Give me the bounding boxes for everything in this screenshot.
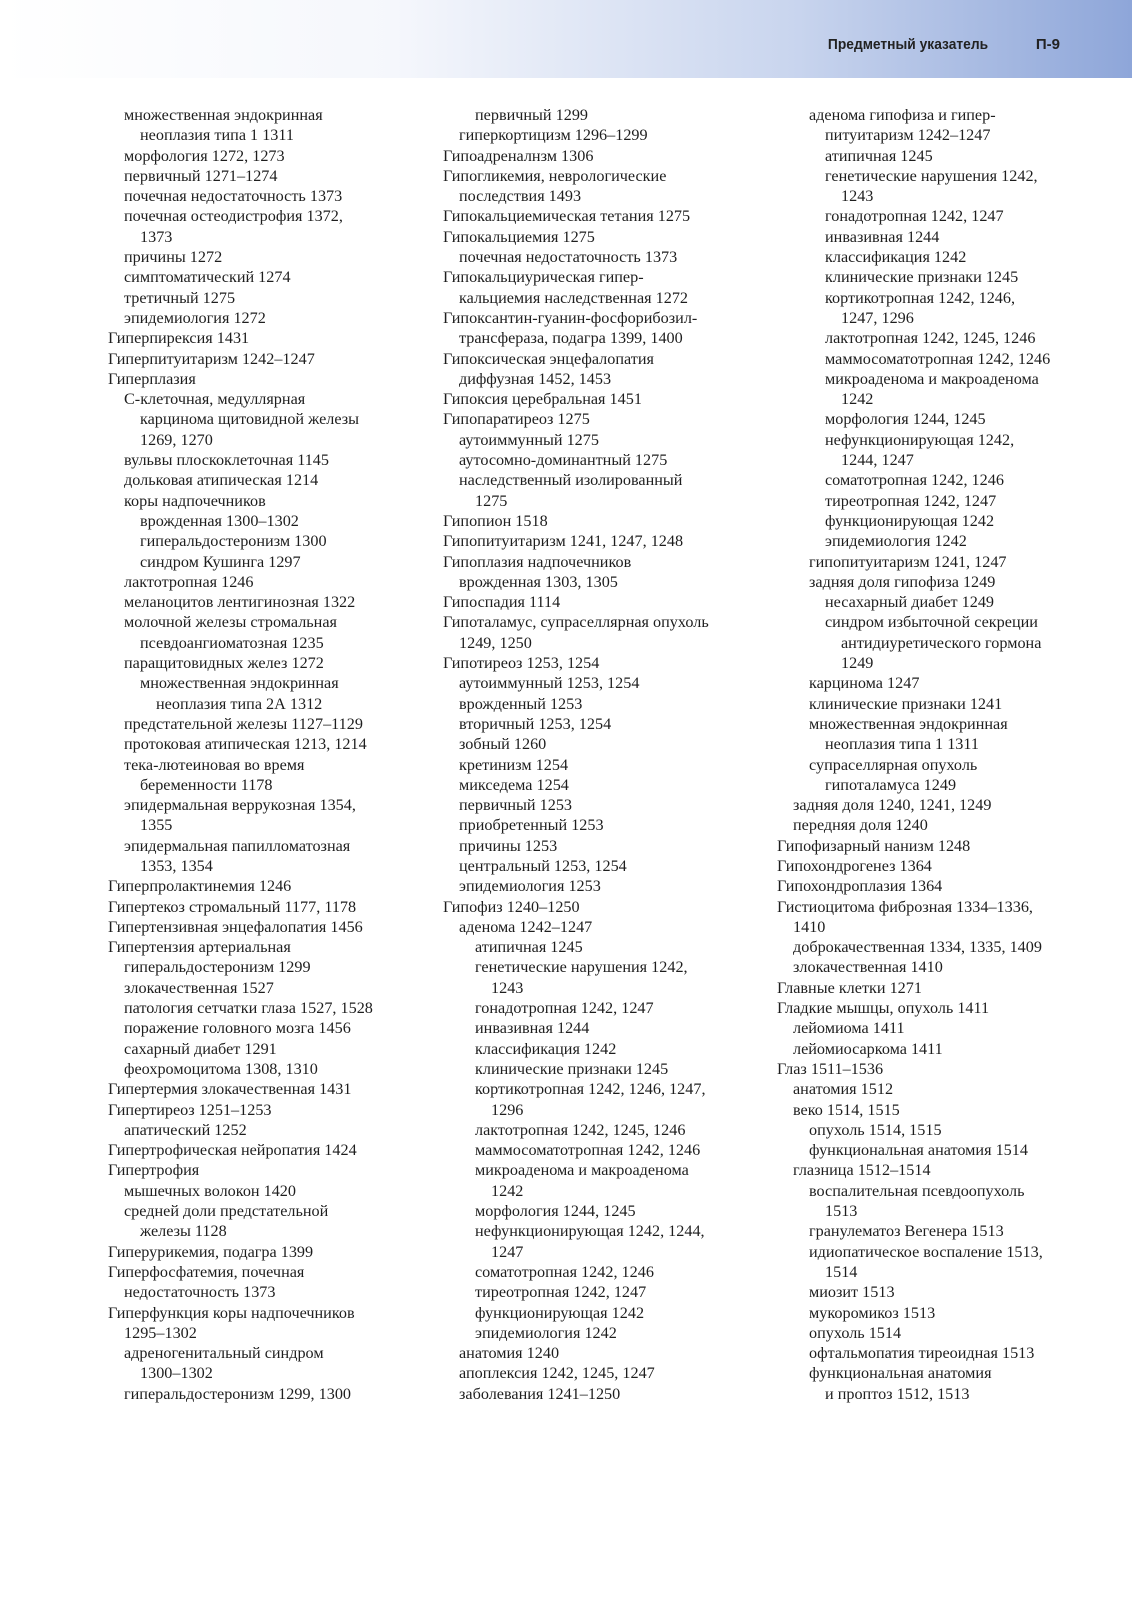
index-subentry: первичный 1299 bbox=[475, 106, 589, 124]
index-subentry: приобретенный 1253 bbox=[459, 816, 604, 835]
index-entry: Гипокальциемическая тетания 1275 bbox=[443, 207, 691, 226]
index-subentry: задняя доля 1240, 1241, 1249 bbox=[793, 796, 992, 815]
index-subentry: множественная эндокринная bbox=[124, 106, 323, 124]
index-entry: Гипохондроплазия 1364 bbox=[777, 877, 943, 896]
index-subentry: врожденная 1303, 1305 bbox=[459, 572, 618, 591]
index-subentry: эпидемиология 1242 bbox=[825, 532, 967, 551]
index-subentry: последствия 1493 bbox=[459, 187, 582, 206]
index-entry: Гипертрофическая нейропатия 1424 bbox=[108, 1141, 357, 1160]
index-entry: Главные клетки 1271 bbox=[777, 978, 922, 997]
index-subentry: паращитовидных желез 1272 bbox=[124, 654, 324, 673]
index-subentry: наследственный изолированный bbox=[459, 471, 683, 490]
index-subentry: кретинизм 1254 bbox=[459, 755, 569, 774]
index-subentry: супраселлярная опухоль bbox=[809, 755, 978, 774]
index-subentry: 1249, 1250 bbox=[459, 633, 532, 652]
index-subentry: воспалительная псевдоопухоль bbox=[809, 1181, 1025, 1200]
index-subentry: генетические нарушения 1242, bbox=[475, 958, 688, 977]
index-subentry: лактотропная 1242, 1245, 1246 bbox=[825, 329, 1036, 348]
index-subentry: тека-лютеиновая во время bbox=[124, 755, 305, 774]
index-entry: Гипоксическая энцефалопатия bbox=[443, 349, 654, 368]
index-entry: Гипертиреоз 1251–1253 bbox=[108, 1100, 272, 1119]
index-subentry: гранулематоз Вегенера 1513 bbox=[809, 1222, 1004, 1241]
index-subentry: вторичный 1253, 1254 bbox=[459, 714, 612, 733]
index-subentry: карцинома 1247 bbox=[809, 674, 920, 693]
index-entry: Гладкие мышцы, опухоль 1411 bbox=[777, 999, 990, 1018]
index-subentry: злокачественная 1410 bbox=[793, 958, 943, 977]
index-entry: Гипофиз 1240–1250 bbox=[443, 897, 580, 916]
index-subentry: молочной железы стромальная bbox=[124, 613, 337, 632]
index-subentry: 1295–1302 bbox=[124, 1323, 197, 1342]
index-subentry: почечная недостаточность 1373 bbox=[459, 248, 678, 267]
index-subentry: 1296 bbox=[491, 1100, 524, 1119]
index-subentry: морфология 1272, 1273 bbox=[124, 146, 285, 165]
index-subentry: вульвы плоскоклеточная 1145 bbox=[124, 451, 329, 470]
index-subentry: микроаденома и макроаденома bbox=[825, 369, 1039, 388]
index-subentry: маммосоматотропная 1242, 1246 bbox=[825, 349, 1051, 368]
index-subentry: 1353, 1354 bbox=[140, 856, 213, 875]
index-entry: Гистиоцитома фиброзная 1334–1336, bbox=[777, 897, 1033, 916]
index-subentry: микроаденома и макроаденома bbox=[475, 1161, 689, 1180]
index-subentry: аутосомно-доминантный 1275 bbox=[459, 451, 668, 470]
index-subentry: апатический 1252 bbox=[124, 1120, 247, 1139]
index-subentry: морфология 1244, 1245 bbox=[825, 410, 986, 429]
index-subentry: эпидемиология 1242 bbox=[475, 1323, 617, 1342]
index-subentry: гипоталамуса 1249 bbox=[825, 775, 957, 794]
index-subentry: 1300–1302 bbox=[140, 1364, 213, 1383]
index-subentry: кальциемия наследственная 1272 bbox=[459, 288, 689, 307]
index-subentry: третичный 1275 bbox=[124, 288, 236, 307]
index-subentry: функциональная анатомия bbox=[809, 1364, 992, 1383]
index-subentry: 1355 bbox=[140, 816, 173, 835]
index-subentry: адреногенитальный синдром bbox=[124, 1344, 324, 1363]
index-subentry: множественная эндокринная bbox=[140, 674, 339, 693]
index-subentry: веко 1514, 1515 bbox=[793, 1100, 900, 1119]
index-entry: Гипопитуитаризм 1241, 1247, 1248 bbox=[443, 532, 684, 551]
index-subentry: эпидермальная веррукозная 1354, bbox=[124, 796, 356, 815]
index-entry: Гипокальциемия 1275 bbox=[443, 227, 595, 246]
index-subentry: коры надпочечников bbox=[124, 491, 266, 510]
index-subentry: диффузная 1452, 1453 bbox=[459, 369, 612, 388]
index-subentry: множественная эндокринная bbox=[809, 714, 1008, 733]
index-entry: Гипоксантин-гуанин-фосфорибозил- bbox=[443, 308, 698, 327]
index-subentry: несахарный диабет 1249 bbox=[825, 593, 995, 612]
index-entry: Гипертензия артериальная bbox=[108, 938, 291, 957]
index-subentry: морфология 1244, 1245 bbox=[475, 1202, 636, 1221]
index-subentry: клинические признаки 1245 bbox=[825, 268, 1019, 287]
index-subentry: причины 1253 bbox=[459, 836, 558, 855]
index-subentry: атипичная 1245 bbox=[475, 938, 583, 957]
index-subentry: гиперальдостеронизм 1299 bbox=[124, 958, 311, 977]
index-subentry: опухоль 1514, 1515 bbox=[809, 1120, 942, 1139]
index-entry: Гипотиреоз 1253, 1254 bbox=[443, 654, 600, 673]
index-subentry: эпидермальная папилломатозная bbox=[124, 836, 351, 855]
index-subentry: функционирующая 1242 bbox=[475, 1303, 645, 1322]
index-subentry: гонадотропная 1242, 1247 bbox=[825, 207, 1004, 226]
index-subentry: причины 1272 bbox=[124, 248, 223, 267]
index-entry: Гипертрофия bbox=[108, 1161, 200, 1180]
index-subentry: первичный 1271–1274 bbox=[124, 166, 278, 185]
index-subentry: мышечных волокон 1420 bbox=[124, 1181, 296, 1200]
index-entry: Гипофизарный нанизм 1248 bbox=[777, 836, 971, 855]
index-entry: Гипоксия церебральная 1451 bbox=[443, 390, 642, 409]
index-subentry: и проптоз 1512, 1513 bbox=[825, 1384, 970, 1403]
index-subentry: соматотропная 1242, 1246 bbox=[825, 471, 1004, 490]
index-subentry: идиопатическое воспаление 1513, bbox=[809, 1242, 1043, 1261]
index-subentry: тиреотропная 1242, 1247 bbox=[475, 1283, 647, 1302]
index-entry: Глаз 1511–1536 bbox=[777, 1059, 884, 1078]
index-entry: Гипертермия злокачественная 1431 bbox=[108, 1080, 352, 1099]
index-entry: Гиперплазия bbox=[108, 369, 196, 388]
index-subentry: недостаточность 1373 bbox=[124, 1283, 276, 1302]
index-subentry: опухоль 1514 bbox=[809, 1323, 902, 1342]
index-subentry: карцинома щитовидной железы bbox=[140, 410, 360, 429]
index-subentry: протоковая атипическая 1213, 1214 bbox=[124, 735, 367, 754]
index-subentry: глазница 1512–1514 bbox=[793, 1161, 931, 1180]
index-subentry: функционирующая 1242 bbox=[825, 511, 995, 530]
index-subentry: С-клеточная, медуллярная bbox=[124, 390, 306, 409]
index-entry: Гипоадреналнзм 1306 bbox=[443, 146, 594, 165]
index-column-1 bbox=[108, 105, 413, 1404]
index-entry: Гипоталамус, супраселлярная опухоль bbox=[443, 613, 709, 632]
index-subentry: 1242 bbox=[841, 390, 874, 409]
index-entry: Гиперпитуитаризм 1242–1247 bbox=[108, 349, 315, 368]
index-entry: Гиперфосфатемия, почечная bbox=[108, 1262, 305, 1281]
index-subentry: 1513 bbox=[825, 1202, 858, 1221]
index-subentry: аутоиммунный 1253, 1254 bbox=[459, 674, 640, 693]
index-subentry: синдром избыточной секреции bbox=[825, 613, 1038, 632]
index-subentry: аденома 1242–1247 bbox=[459, 917, 593, 936]
index-subentry: лейомиосаркома 1411 bbox=[793, 1039, 943, 1058]
index-entry: Гиперпирексия 1431 bbox=[108, 329, 250, 348]
index-subentry: лактотропная 1246 bbox=[124, 572, 254, 591]
index-subentry: патология сетчатки глаза 1527, 1528 bbox=[124, 999, 373, 1018]
index-subentry: передняя доля 1240 bbox=[793, 816, 928, 835]
index-entry: Гипопион 1518 bbox=[443, 511, 548, 530]
index-subentry: беременности 1178 bbox=[140, 775, 273, 794]
index-subentry: нефункционирующая 1242, 1244, bbox=[475, 1222, 705, 1241]
index-subentry: гиперкортицизм 1296–1299 bbox=[459, 126, 648, 145]
index-entry: Гиперфункция коры надпочечников bbox=[108, 1303, 355, 1322]
index-subentry: 1249 bbox=[841, 654, 874, 673]
index-entry: Гипопаратиреоз 1275 bbox=[443, 410, 590, 429]
index-subentry: трансфераза, подагра 1399, 1400 bbox=[459, 329, 683, 348]
index-subentry: феохромоцитома 1308, 1310 bbox=[124, 1059, 318, 1078]
index-subentry: средней доли предстательной bbox=[124, 1202, 329, 1221]
index-entry: Гипогликемия, неврологические bbox=[443, 166, 667, 185]
index-subentry: анатомия 1512 bbox=[793, 1080, 894, 1099]
index-subentry: маммосоматотропная 1242, 1246 bbox=[475, 1141, 701, 1160]
index-subentry: неоплазия типа 2А 1312 bbox=[156, 694, 323, 713]
index-subentry: врожденная 1300–1302 bbox=[140, 511, 299, 530]
index-subentry: гиперальдостеронизм 1300 bbox=[140, 532, 327, 551]
index-entry: Гиперпролактинемия 1246 bbox=[108, 877, 292, 896]
index-subentry: эпидемиология 1253 bbox=[459, 877, 601, 896]
index-column-3 bbox=[777, 105, 1097, 1404]
index-subentry: аденома гипофиза и гипер- bbox=[809, 106, 996, 124]
index-subentry: поражение головного мозга 1456 bbox=[124, 1019, 351, 1038]
index-subentry: питуитаризм 1242–1247 bbox=[825, 126, 991, 145]
index-subentry: нефункционирующая 1242, bbox=[825, 430, 1015, 449]
index-subentry: симптоматический 1274 bbox=[124, 268, 291, 287]
index-subentry: анатомия 1240 bbox=[459, 1344, 560, 1363]
page-number: П-9 bbox=[1035, 36, 1060, 53]
index-subentry: доброкачественная 1334, 1335, 1409 bbox=[793, 938, 1042, 957]
index-subentry: зобный 1260 bbox=[459, 735, 547, 754]
index-subentry: гиперальдостеронизм 1299, 1300 bbox=[124, 1384, 352, 1403]
index-subentry: центральный 1253, 1254 bbox=[459, 856, 627, 875]
index-subentry: микседема 1254 bbox=[459, 775, 569, 794]
index-subentry: 1243 bbox=[491, 978, 524, 997]
index-subentry: 1410 bbox=[793, 917, 826, 936]
index-entry: Гиперурикемия, подагра 1399 bbox=[108, 1242, 314, 1261]
index-subentry: лактотропная 1242, 1245, 1246 bbox=[475, 1120, 686, 1139]
index-subentry: неоплазия типа 1 1311 bbox=[140, 126, 294, 145]
index-subentry: гипопитуитаризм 1241, 1247 bbox=[809, 552, 1007, 571]
index-subentry: соматотропная 1242, 1246 bbox=[475, 1262, 654, 1281]
index-subentry: меланоцитов лентигинозная 1322 bbox=[124, 593, 356, 612]
index-subentry: инвазивная 1244 bbox=[825, 227, 940, 246]
index-subentry: мукоромикоз 1513 bbox=[809, 1303, 936, 1322]
index-subentry: тиреотропная 1242, 1247 bbox=[825, 491, 997, 510]
index-subentry: гонадотропная 1242, 1247 bbox=[475, 999, 654, 1018]
index-subentry: 1373 bbox=[140, 227, 173, 246]
index-subentry: 1247, 1296 bbox=[841, 308, 914, 327]
index-entry: Гипохондрогенез 1364 bbox=[777, 856, 932, 875]
index-subentry: миозит 1513 bbox=[809, 1283, 895, 1302]
index-subentry: 1275 bbox=[475, 491, 508, 510]
index-entry: Гипертекоз стромальный 1177, 1178 bbox=[108, 897, 357, 916]
index-entry: Гипоспадия 1114 bbox=[443, 593, 561, 612]
index-subentry: псевдоангиоматозная 1235 bbox=[140, 633, 324, 652]
index-subentry: заболевания 1241–1250 bbox=[459, 1384, 621, 1403]
index-subentry: эпидемиология 1272 bbox=[124, 308, 266, 327]
index-entry: Гипоплазия надпочечников bbox=[443, 552, 632, 571]
index-subentry: 1269, 1270 bbox=[140, 430, 213, 449]
index-subentry: 1247 bbox=[491, 1242, 524, 1261]
page-header bbox=[0, 0, 1132, 78]
index-subentry: 1243 bbox=[841, 187, 874, 206]
index-subentry: офтальмопатия тиреоидная 1513 bbox=[809, 1344, 1035, 1363]
index-subentry: аутоиммунный 1275 bbox=[459, 430, 599, 449]
index-subentry: первичный 1253 bbox=[459, 796, 573, 815]
index-subentry: 1514 bbox=[825, 1262, 858, 1281]
index-entry: Гипокальциурическая гипер- bbox=[443, 268, 644, 287]
index-subentry: классификация 1242 bbox=[825, 248, 967, 267]
index-entry: Гипертензивная энцефалопатия 1456 bbox=[108, 917, 363, 936]
index-subentry: классификация 1242 bbox=[475, 1039, 617, 1058]
index-subentry: клинические признаки 1241 bbox=[809, 694, 1003, 713]
index-subentry: функциональная анатомия 1514 bbox=[809, 1141, 1028, 1160]
index-subentry: неоплазия типа 1 1311 bbox=[825, 735, 979, 754]
index-subentry: предстательной железы 1127–1129 bbox=[124, 714, 363, 733]
index-subentry: сахарный диабет 1291 bbox=[124, 1039, 277, 1058]
index-subentry: дольковая атипическая 1214 bbox=[124, 471, 319, 490]
index-subentry: лейомиома 1411 bbox=[793, 1019, 905, 1038]
index-subentry: железы 1128 bbox=[140, 1222, 227, 1241]
index-subentry: генетические нарушения 1242, bbox=[825, 166, 1038, 185]
index-subentry: атипичная 1245 bbox=[825, 146, 933, 165]
index-subentry: 1244, 1247 bbox=[841, 451, 914, 470]
running-title: Предметный указатель bbox=[827, 36, 988, 53]
index-subentry: антидиуретического гормона bbox=[841, 633, 1042, 652]
index-subentry: задняя доля гипофиза 1249 bbox=[809, 572, 996, 591]
index-subentry: синдром Кушинга 1297 bbox=[140, 552, 301, 571]
index-subentry: кортикотропная 1242, 1246, 1247, bbox=[475, 1080, 706, 1099]
index-subentry: 1242 bbox=[491, 1181, 524, 1200]
index-column-2 bbox=[443, 105, 748, 1404]
index-subentry: врожденный 1253 bbox=[459, 694, 583, 713]
index-subentry: инвазивная 1244 bbox=[475, 1019, 590, 1038]
index-subentry: кортикотропная 1242, 1246, bbox=[825, 288, 1016, 307]
index-subentry: клинические признаки 1245 bbox=[475, 1059, 669, 1078]
index-subentry: апоплексия 1242, 1245, 1247 bbox=[459, 1364, 655, 1383]
index-subentry: злокачественная 1527 bbox=[124, 978, 274, 997]
index-subentry: почечная недостаточность 1373 bbox=[124, 187, 343, 206]
index-subentry: почечная остеодистрофия 1372, bbox=[124, 207, 343, 226]
